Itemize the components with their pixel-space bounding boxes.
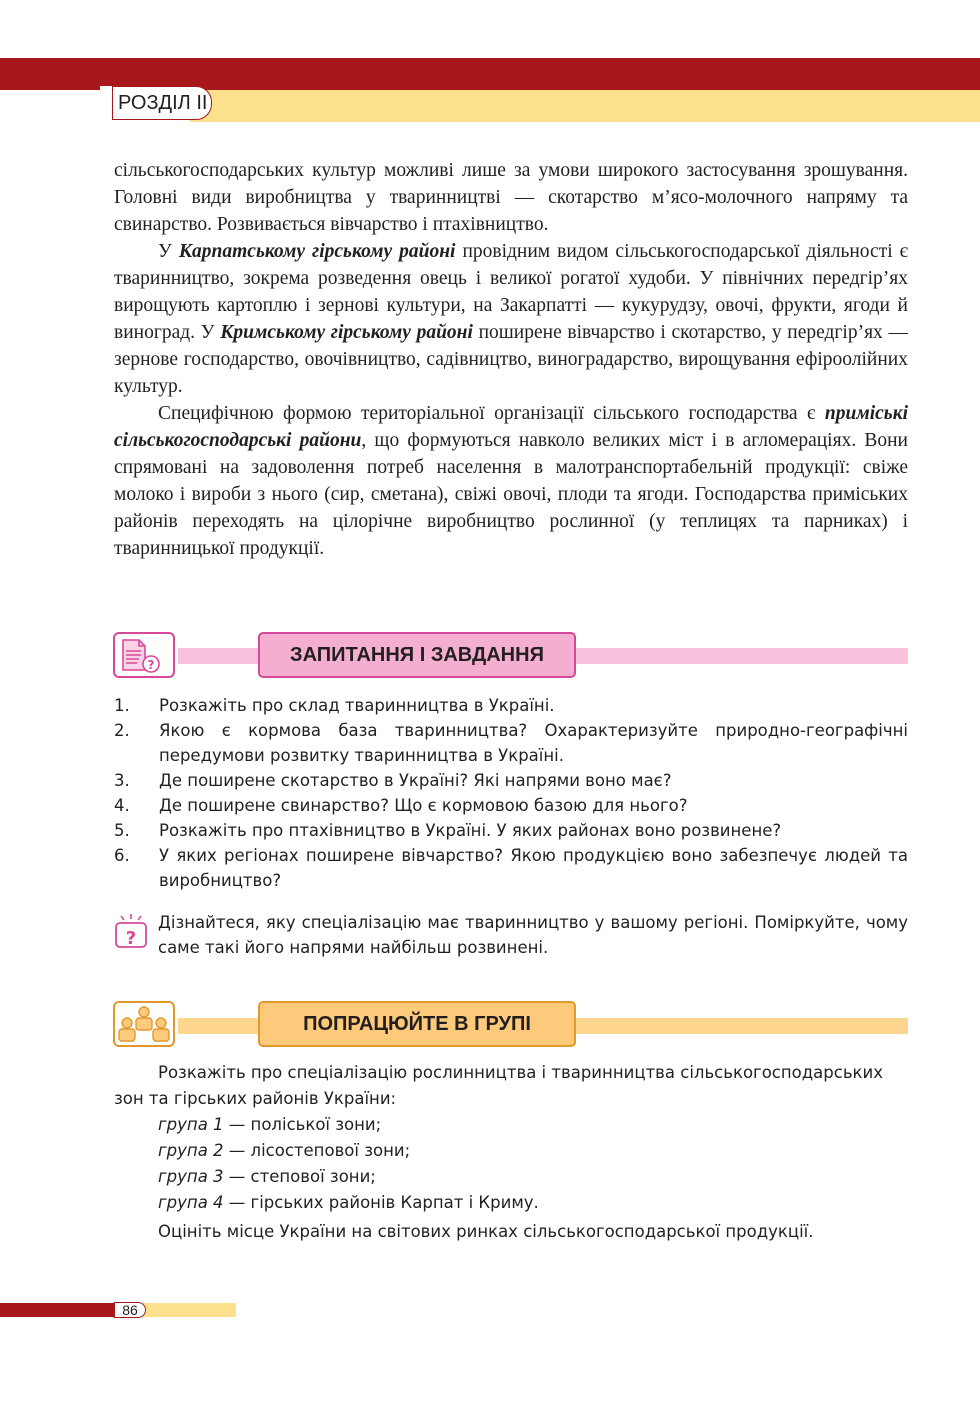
- header-yellow-band: [190, 90, 980, 122]
- list-item: 6. У яких регіонах поширене вівчарство? Якою продукцією воно забезпечує людей та виробництво?: [114, 846, 908, 890]
- list-item: група 4 — гірських районів Карпат і Криму.: [158, 1193, 539, 1212]
- group-icon-box: [113, 1001, 175, 1047]
- document-question-icon: [115, 634, 173, 676]
- section-label: РОЗДІЛ II: [112, 86, 212, 120]
- paragraph-3: Специфічною формою територіальної організації сільського господарства є приміські сільськогосподарські райони, що формуються навколо великих міст і в агломераціях. Вони спрямовані на задоволення потреб населення в малотранспортабельній продукції: свіже молоко і вироби з нього (сир, сметана), свіжі овочі, плоди та ягоди. Господарства приміських районів переходять на цілорічне виробництво рослинної (у теплицях та парниках) і тваринницької продукції.: [114, 403, 908, 559]
- body-text: [114, 157, 908, 562]
- paragraph-2: У Карпатському гірському районі провідним видом сільськогосподарської діяльності є тваринництво, зокрема розведення овець і великої рогатої худоби. У північних передгір’ях вирощують картоплю і зернові культури, на Закарпатті — кукурудзу, овочі, фрукти, ягоди й виноград. У Кримському гірському районі поширене вівчарство і скотарство, у передгір’ях — зернове господарство, овочівництво, садівництво, виноградарство, вирощування ефіроолійних культур.: [114, 241, 908, 397]
- term-crimean: Кримському гірському районі: [220, 322, 473, 343]
- svg-text:?: ?: [125, 928, 137, 949]
- list-item: група 1 — поліської зони;: [158, 1115, 382, 1134]
- question-mark-icon: [114, 913, 148, 949]
- list-item: 4. Де поширене свинарство? Що є кормовою базою для нього?: [114, 796, 688, 815]
- list-item: 5. Розкажіть про птахівництво в Україні. У яких районах воно розвинене?: [114, 821, 782, 840]
- list-item: група 3 — степової зони;: [158, 1167, 376, 1186]
- group-closing: Оцініть місце України на світових ринках сільськогосподарської продукції.: [158, 1222, 814, 1241]
- list-item: 1. Розкажіть про склад тваринництва в Україні.: [114, 696, 555, 715]
- questions-list: [114, 693, 908, 893]
- research-task: Дізнайтеся, яку спеціалізацію має тваринництво у вашому регіоні. Поміркуйте, чому саме такі його напрями найбільш розвинені.: [158, 913, 908, 957]
- list-item: 2. Якою є кормова база тваринництва? Охарактеризуйте природно-географічні передумови розвитку тваринництва в Україні.: [114, 721, 908, 765]
- term-carpathian: Карпатському гірському районі: [178, 241, 456, 262]
- paragraph-1: сільськогосподарських культур можливі лише за умови широкого застосування зрошування. Головні види виробництва у тваринництві — скотарство м’ясо-молочного напряму та свинарство. Розвивається вівчарство і птахівництво.: [114, 160, 908, 235]
- group-intro: Розкажіть про спеціалізацію рослинництва і тваринництва сільськогосподарських зон та гірських районів України:: [114, 1063, 884, 1108]
- group-title: ПОПРАЦЮЙТЕ В ГРУПІ: [258, 1001, 576, 1047]
- page-number: 86: [114, 1302, 146, 1318]
- list-item: група 2 — лісостепової зони;: [158, 1141, 411, 1160]
- questions-icon-box: [113, 632, 175, 678]
- people-group-icon: [115, 1003, 173, 1045]
- svg-text:?: ?: [147, 658, 155, 672]
- footer-red-band: [0, 1303, 120, 1317]
- term-suburban: приміські сільськогосподарські райони: [114, 403, 908, 451]
- questions-title: ЗАПИТАННЯ І ЗАВДАННЯ: [258, 632, 576, 678]
- group-content: [114, 1060, 914, 1245]
- list-item: 3. Де поширене скотарство в Україні? Які напрями воно має?: [114, 771, 672, 790]
